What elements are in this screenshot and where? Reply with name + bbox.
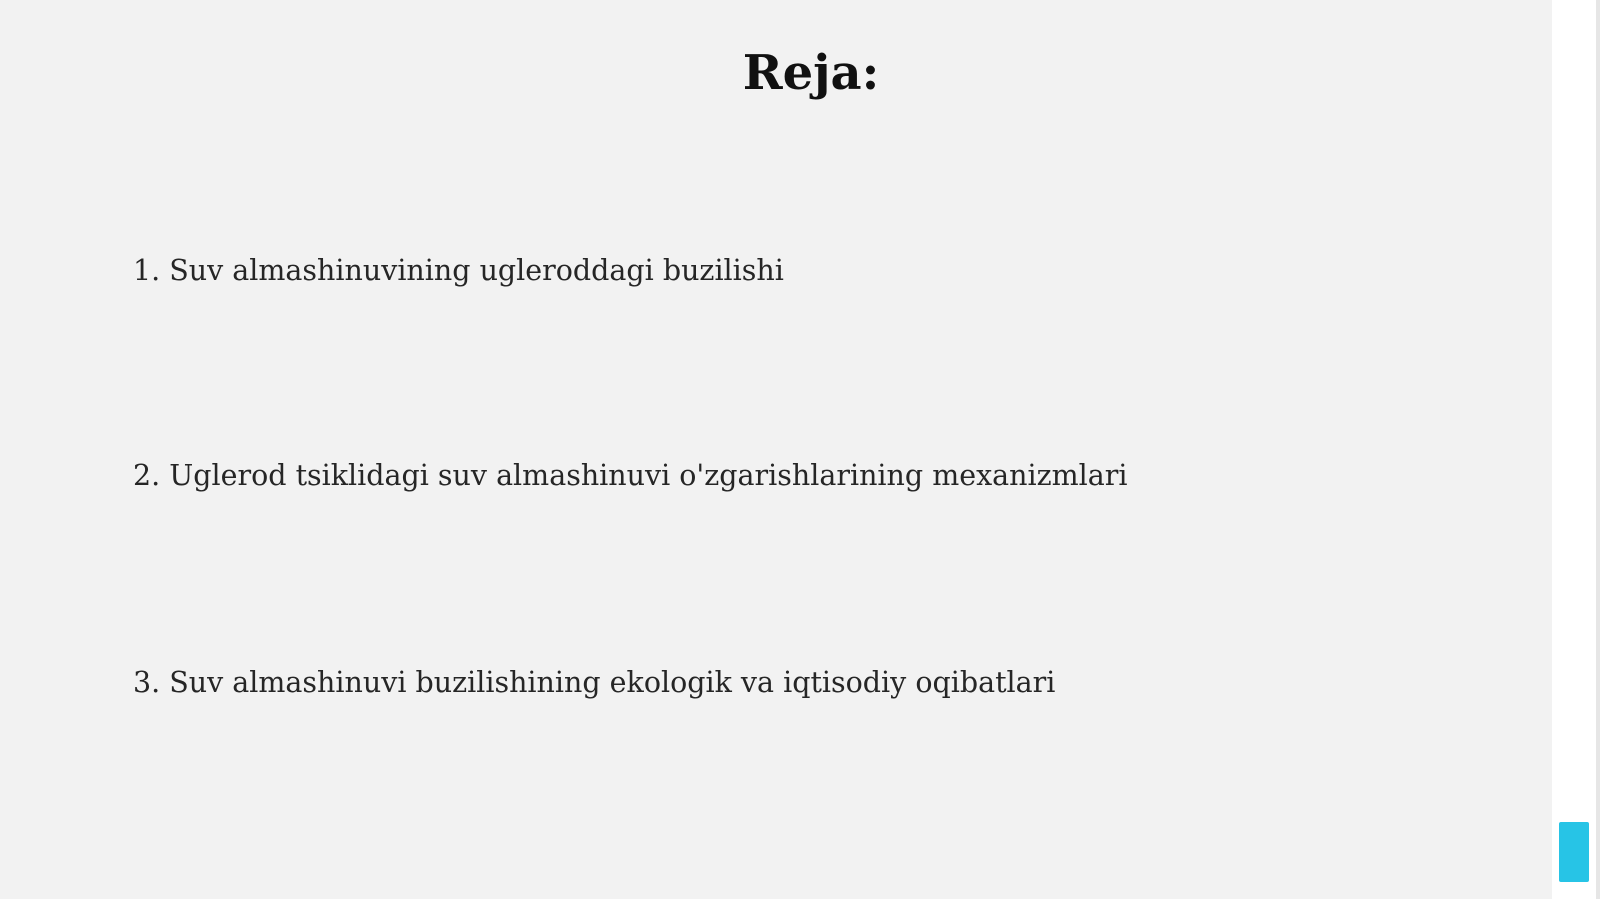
plan-item-1: 1. Suv almashinuvining ugleroddagi buzilishi xyxy=(133,254,784,287)
right-margin-strip xyxy=(1552,0,1600,899)
slide-title: Reja: xyxy=(742,45,880,101)
plan-item-2: 2. Uglerod tsiklidagi suv almashinuvi o'zgarishlarining mexanizmlari xyxy=(133,459,1128,492)
accent-block xyxy=(1559,822,1589,882)
plan-item-3: 3. Suv almashinuvi buzilishining ekologik va iqtisodiy oqibatlari xyxy=(133,666,1056,699)
page-edge xyxy=(1596,0,1600,899)
